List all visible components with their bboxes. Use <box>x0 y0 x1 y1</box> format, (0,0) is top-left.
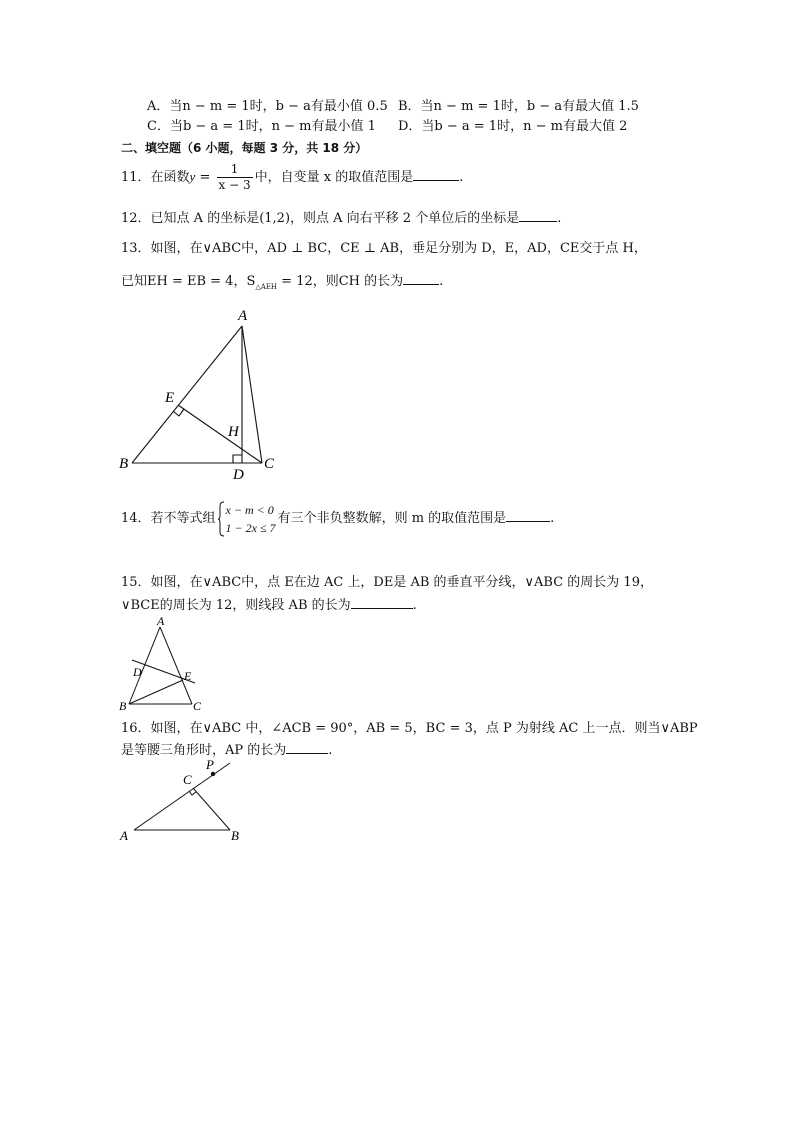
q13-triangle-figure <box>110 300 290 485</box>
question-12 <box>121 209 561 228</box>
q13-right-angle-d <box>233 455 242 463</box>
q13-line1: 13．如图，在∨ABC中，AD ⊥ BC，CE ⊥ AB，垂足分别为 D，E，AD，CE交于点 H， <box>121 241 647 256</box>
q15-line1: 15．如图，在∨ABC中，点 E在边 AC 上，DE是 AB 的垂直平分线，∨ABC 的周长为 19， <box>121 575 653 590</box>
q13-side-ab <box>132 326 242 463</box>
q16-ray-ac <box>134 763 230 830</box>
q16-side-bc <box>193 788 230 830</box>
q16-end: . <box>328 743 333 758</box>
q13-line2 <box>121 272 443 296</box>
q12-text: 12．已知点 A 的坐标是(1,2)，则点 A 向右平移 2 个单位后的坐标是 <box>121 211 520 226</box>
q11-end: . <box>459 170 464 185</box>
q15-label-e: E <box>184 669 192 683</box>
q12-end: . <box>557 211 562 226</box>
q16-right-angle-c <box>189 791 196 795</box>
choice-c: C．当b − a = 1时，n − m有最小值 1 <box>147 119 376 134</box>
choice-a: A．当n − m = 1时，b − a有最小值 0.5 <box>147 99 388 114</box>
q11-prefix: 11．在函数 <box>121 170 190 185</box>
q15-line2-text: ∨BCE的周长为 12，则线段 AB 的长为 <box>121 598 351 613</box>
q16-label-p: P <box>206 757 214 772</box>
q13-side-ac <box>242 326 262 463</box>
question-14 <box>121 498 554 540</box>
q11-answer-blank[interactable] <box>413 168 459 181</box>
q16-label-c: C <box>183 772 192 787</box>
q13-line2-prefix: 已知EH = EB = 4，S <box>121 274 256 289</box>
q16-triangle-figure <box>112 752 252 844</box>
q16-answer-blank[interactable] <box>286 741 328 754</box>
q11-suffix: 中，自变量 x 的取值范围是 <box>254 170 414 185</box>
q12-answer-blank[interactable] <box>519 209 557 222</box>
q13-label-d: D <box>233 467 244 483</box>
q11-numerator: 1 <box>217 162 253 178</box>
q13-area-subscript: △AEH <box>255 283 278 291</box>
question-11 <box>121 158 463 197</box>
q13-label-a: A <box>238 308 248 324</box>
q15-label-b: B <box>119 699 127 710</box>
q14-brace <box>218 501 225 537</box>
q15-triangle-figure <box>112 612 212 710</box>
q15-label-d: D <box>133 665 142 679</box>
choice-b: B．当n − m = 1时，b − a有最大值 1.5 <box>398 99 639 114</box>
q13-label-e: E <box>165 390 175 406</box>
q13-label-c: C <box>264 456 275 472</box>
q14-answer-blank[interactable] <box>506 509 550 522</box>
q11-equals: = <box>195 170 215 185</box>
choice-d: D．当b − a = 1时，n − m有最大值 2 <box>398 119 628 134</box>
q14-inequality-2: 1 − 2x ≤ 7 <box>225 520 276 535</box>
q13-altitude-ce <box>178 405 262 463</box>
q11-fraction <box>217 162 253 193</box>
q13-end: . <box>439 274 444 289</box>
q16-label-a: A <box>120 828 128 843</box>
q16-line2-text: 是等腰三角形时，AP 的长为 <box>121 743 287 758</box>
q14-inequality-1: x − m < 0 <box>225 502 274 517</box>
q13-label-b: B <box>119 456 129 472</box>
q16-point-p <box>211 772 215 776</box>
q15-label-c: C <box>193 699 202 710</box>
q15-side-ac <box>160 627 192 704</box>
q13-answer-blank[interactable] <box>403 272 439 285</box>
q11-var-y: y <box>189 169 196 184</box>
q13-label-h: H <box>228 424 239 440</box>
q15-end: . <box>412 598 417 613</box>
q16-label-b: B <box>231 828 239 843</box>
section-title: 二、填空题（6 小题，每题 3 分，共 18 分） <box>121 141 368 155</box>
q11-denominator: x − 3 <box>218 178 251 192</box>
q15-label-a: A <box>157 614 165 628</box>
q14-inequality-system <box>218 501 276 537</box>
q16-line1: 16．如图，在∨ABC 中，∠ACB = 90°，AB = 5，BC = 3，点 P 为射线 AC 上一点．则当∨ABP <box>121 721 698 736</box>
q14-end: . <box>550 511 555 526</box>
q13-line2-suffix: = 12，则CH 的长为 <box>277 274 404 289</box>
q14-prefix: 14．若不等式组 <box>121 511 216 526</box>
q15-answer-blank[interactable] <box>351 596 413 609</box>
q14-suffix: 有三个非负整数解，则 m 的取值范围是 <box>277 511 507 526</box>
